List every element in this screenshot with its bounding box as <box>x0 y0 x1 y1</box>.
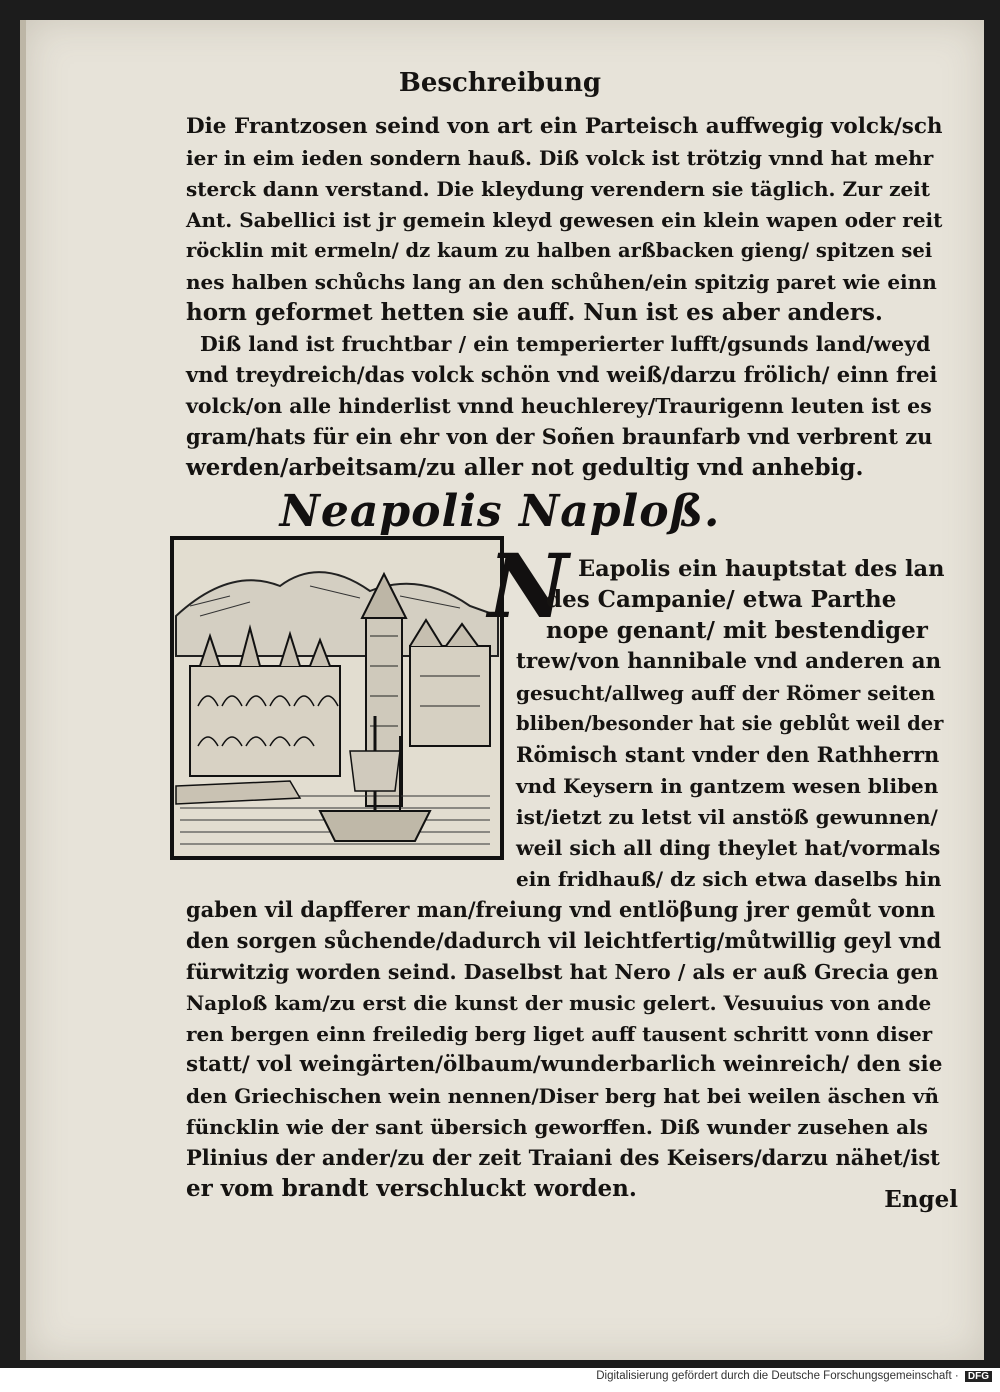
text-line: den Griechischen wein nennen/Diser berg hat bei weilen äschen vñ <box>186 1084 939 1108</box>
text-line: er vom brandt verschluckt worden. <box>186 1175 637 1202</box>
text-line: des Campanie/ etwa Parthe <box>546 586 897 613</box>
text-line: nes halben schůchs lang an den schůhen/ein spitzig paret wie einn <box>186 270 937 294</box>
funding-text: Digitalisierung gefördert durch die Deutsche Forschungsgemeinschaft <box>596 1370 952 1382</box>
text-line: statt/ vol weingärten/ölbaum/wunderbarlich weinreich/ den sie <box>186 1052 943 1077</box>
text-line: vnd Keysern in gantzem wesen bliben <box>516 774 939 798</box>
text-line: den sorgen sůchende/dadurch vil leichtfertig/můtwillig geyl vnd <box>186 928 942 953</box>
text-line: gesucht/allweg auff der Römer seiten <box>516 681 936 705</box>
funding-footer: Digitalisierung gefördert durch die Deutsche Forschungsgemeinschaft · DFG <box>596 1370 992 1382</box>
text-line: bliben/besonder hat sie geblůt weil der <box>516 712 944 735</box>
text-line: Römisch stant vnder den Rathherrn <box>516 742 940 767</box>
woodcut-illustration <box>170 536 504 860</box>
text-line: ier in eim ieden sondern hauß. Diß volck ist trötzig vnnd hat mehr <box>186 146 934 170</box>
text-line: röcklin mit ermeln/ dz kaum zu halben arßbacken gieng/ spitzen sei <box>186 239 933 262</box>
text-line: ein fridhauß/ dz sich etwa daselbs hin <box>516 867 942 891</box>
text-line: werden/arbeitsam/zu aller not gedultig vnd anhebig. <box>186 454 864 481</box>
text-line: Ant. Sabellici ist jr gemein kleyd gewesen ein klein wapen oder reit <box>186 208 943 232</box>
text-line: gram/hats für ein ehr von der Soñen braunfarb vnd verbrent zu <box>186 424 933 449</box>
dfg-logo: DFG <box>965 1371 992 1382</box>
text-line: nope genant/ mit bestendiger <box>546 617 928 644</box>
text-line: vnd treydreich/das volck schön vnd weiß/darzu frölich/ einn frei <box>186 362 938 387</box>
text-line: sterck dann verstand. Die kleydung verendern sie täglich. Zur zeit <box>186 177 931 201</box>
text-line: Plinius der ander/zu der zeit Traiani des Keisers/darzu nähet/ist <box>186 1145 940 1170</box>
text-line: Eapolis ein hauptstat des lan <box>578 556 945 582</box>
text-line: ist/ietzt zu letst vil anstöß gewunnen/ <box>516 805 938 829</box>
text-line: volck/on alle hinderlist vnnd heuchlerey/Traurigenn leuten ist es <box>186 394 932 418</box>
running-head: Beschreibung <box>398 68 602 98</box>
text-line: trew/von hannibale vnd anderen an <box>516 649 942 674</box>
decorated-initial: N <box>488 534 569 638</box>
text-line: füncklin wie der sant übersich geworffen. Diß wunder zusehen als <box>186 1115 928 1139</box>
text-line: ren bergen einn freiledig berg liget auff tausent schritt vonn diser <box>186 1022 933 1046</box>
text-line: Die Frantzosen seind von art ein Parteisch auffwegig volck/sch <box>186 114 943 139</box>
text-line: Diß land ist fruchtbar / ein temperierter lufft/gsunds land/weyd <box>200 332 931 356</box>
section-title: Neapolis Naploß. <box>279 486 721 537</box>
text-line: Naploß kam/zu erst die kunst der music gelert. Vesuuius von ande <box>186 991 932 1015</box>
text-line: weil sich all ding theylet hat/vormals <box>516 836 941 860</box>
catchword: Engel <box>884 1186 958 1213</box>
text-line: gaben vil dapfferer man/freiung vnd entlöβung jrer gemůt vonn <box>186 897 936 922</box>
text-line: fürwitzig worden seind. Daselbst hat Nero / als er auß Grecia gen <box>186 960 939 984</box>
text-line: horn geformet hetten sie auff. Nun ist es aber anders. <box>186 299 883 326</box>
